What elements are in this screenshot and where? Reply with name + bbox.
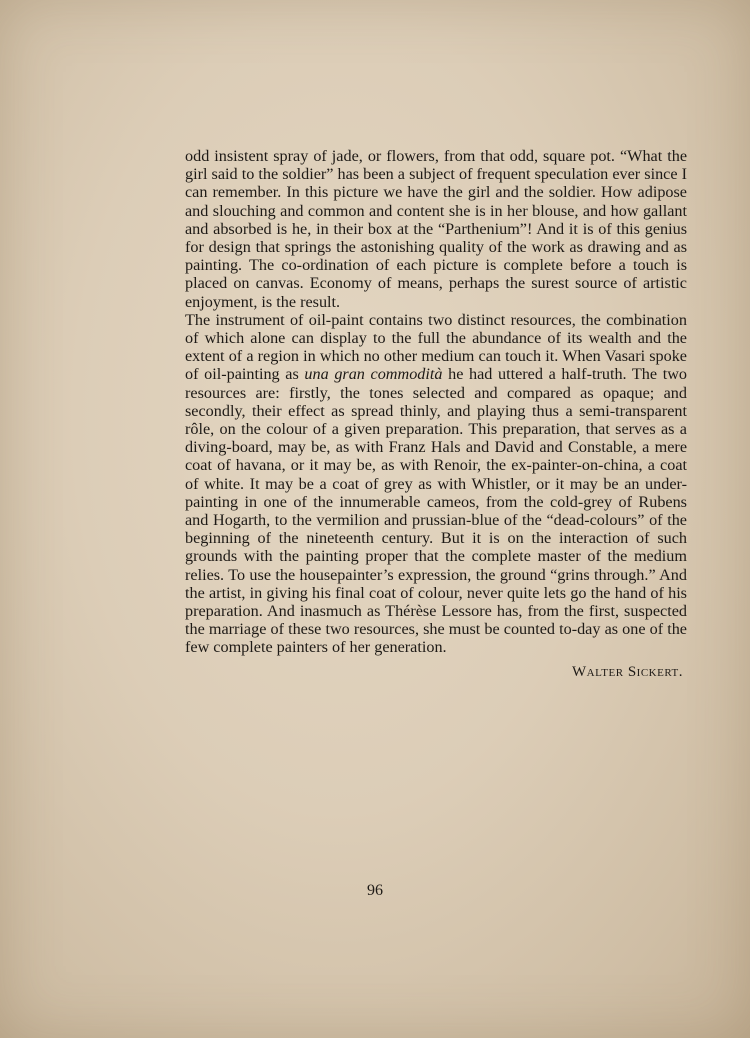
page-number: 96 xyxy=(367,882,383,899)
paragraph-2-text-b: he had uttered a half-truth. The two resources are: firstly, the tones selected and compared as opaque; and secondly, their effect as spread thinly, and playing thus a semi-transparent rôle, on the colour of a given preparation. This preparation, that serves as a diving-board, may be, as with Franz Hals and David and Constable, a mere coat of havana, or it may be, as with Renoir, the ex-painter-on-china, a coat of white. It may be a coat of grey as with Whistler, or it may be an under-painting in one of the innumerable cameos, from the cold-grey of Rubens and Hogarth, to the vermilion and prussian-blue of the “dead-colours” of the beginning of the nineteenth century. But it is on the interaction of such grounds with the painting proper that the complete master of the medium relies. To use the housepainter’s expression, the ground “grins through.” And the artist, in giving his final coat of colour, never quite lets go the hand of his preparation. And inasmuch as Thérèse Lessore has, from the first, suspected the marriage of these two resources, she must be counted to-day as one of the few complete painters of her generation. xyxy=(185,365,687,657)
paragraph-2-italic-phrase: una gran commodità xyxy=(304,365,443,384)
paragraph-1: odd insistent spray of jade, or flowers, from that odd, square pot. “What the girl said to the soldier” has been a subject of frequent speculation ever since I can remember. In this picture we have the girl and the soldier. How adipose and slouching and common and content she is in her blouse, and how gallant and absorbed is he, in their box at the “Parthenium”! And it is of this genius for design that springs the astonishing quality of the work as drawing and as painting. The co-ordination of each picture is complete before a touch is placed on canvas. Economy of means, perhaps the surest source of artistic enjoyment, is the result. xyxy=(185,147,687,311)
paragraph-2-text-a: The instrument of oil-paint contains two distinct resources, the combination of which alone can display to the full the abundance of its wealth and the extent of a region in which no other medium can touch it. When Vasari spoke of oil-painting as xyxy=(185,310,687,384)
article-body xyxy=(185,147,687,681)
paragraph-2 xyxy=(185,311,687,657)
author-signature: Walter Sickert. xyxy=(572,663,683,680)
